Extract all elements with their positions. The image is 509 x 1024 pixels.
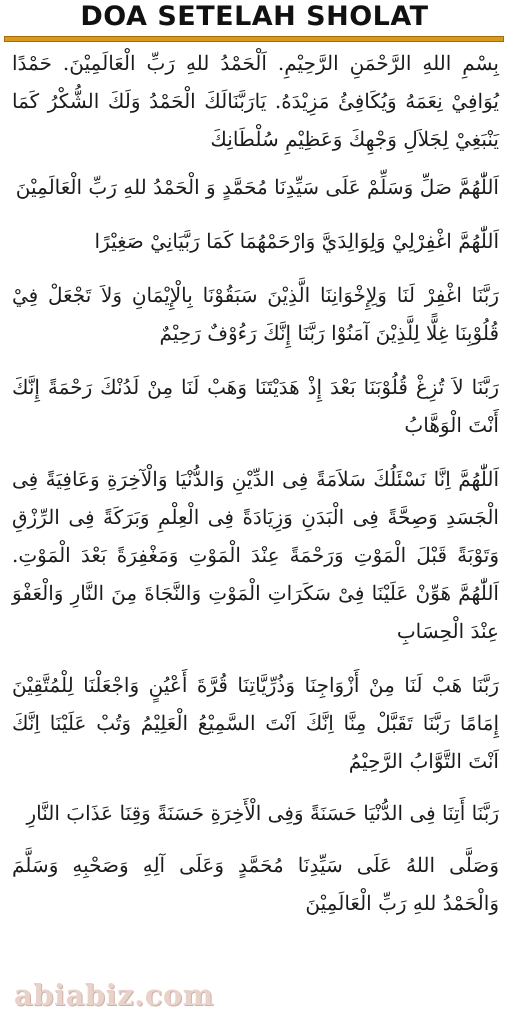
- prayer-paragraph-family: رَبَّنَا هَبْ لَنَا مِنْ أَزْوَاجِنَا وَذُرِّيَّاتِنَا قُرَّةَ أَعْيُنٍ وَاجْعَلْنَا لِلْمُتَّقِيْنَ إِمَامًا رَبَّنَا تَقَبَّلْ مِنَّا اِنَّكَ اَنْتَ السَّمِيْعُ الْعَلِيْمُ وَتُبْ عَلَيْنَا اِنَّكَ اَنْتَ التَّوَّابُ الرَّحِيْمُ: [12, 673, 499, 773]
- prayer-paragraph-salawat: اَللّٰهُمَّ صَلِّ وَسَلِّمْ عَلَى سَيِّدِنَا مُحَمَّدٍ وَ الْحَمْدُ للهِ رَبِّ الْعَالَمِيْنَ: [15, 175, 499, 199]
- prayer-paragraph-forgiveness: رَبَّنَا اغْفِرْ لَنَا وَلِإِخْوَانِنَا الَّذِيْنَ سَبَقُوْنَا بِالْإِيْمَانِ وَلاَ تَجْعَلْ فِيْ قُلُوْبِنَا غِلًّا لِلَّذِيْنَ آمَنُوْا رَبَّنَا إِنَّكَ رَءُوْفٌ رَحِيْمٌ: [12, 283, 499, 345]
- prayer-paragraph-sapu-jagat: رَبَّنَا أَتِنَا فِى الدُّنْيَا حَسَنَةً وَفِى الْأَخِرَةِ حَسَنَةً وَقِنَا عَذَابَ النَّارِ: [26, 801, 499, 825]
- site-watermark: abiabiz.com: [14, 978, 214, 1012]
- prayer-paragraph-steadfast-hearts: رَبَّنَا لاَ تُزِغْ قُلُوْبَنَا بَعْدَ إِذْ هَدَيْتَنَا وَهَبْ لَنَا مِنْ لَدُنْكَ رَحْمَةً إِنَّكَ أَنْتَ الْوَهَّابُ: [12, 375, 499, 437]
- prayer-paragraph-parents: اَللّٰهُمَّ اغْفِرْلِيْ وَلِوَالِدَيَّ وَارْحَمْهُمَا كَمَا رَبَّيَانِيْ صَغِيْرًا: [94, 229, 499, 253]
- prayer-paragraph-opening-praise: بِسْمِ اللهِ الرَّحْمَنِ الرَّحِيْمِ. اَلْحَمْدُ للهِ رَبِّ الْعَالَمِيْنَ. حَمْدًا يُوَافِيْ نِعَمَهُ وَيُكَافِئُ مَزِيْدَهُ. يَارَبَّنَالَكَ الْحَمْدُ وَلَكَ الشُّكْرُ كَمَا يَنْبَغِيْ لِجَلاَلِ وَجْهِكَ وَعَظِيْمِ سُلْطَانِكَ: [12, 51, 499, 151]
- prayer-paragraph-closing: وَصَلَّى اللهُ عَلَى سَيِّدِنَا مُحَمَّدٍ وَعَلَى آلِهِ وَصَحْبِهِ وَسَلَّمَ وَالْحَمْدُ للهِ رَبِّ الْعَالَمِيْنَ: [12, 853, 499, 915]
- title-underline-divider: [4, 36, 504, 42]
- prayer-paragraph-wellbeing: اَللّٰهُمَّ اِنَّا نَسْئَلُكَ سَلاَمَةً فِى الدِّيْنِ وَالدُّنْيَا وَالْآخِرَةِ وَعَافِيَةً فِى الْجَسَدِ وَصِحَّةً فِى الْبَدَنِ وَزِيَادَةً فِى الْعِلْمِ وَبَرَكَةً فِى الرِّزْقِ وَتَوْبَةً قَبْلَ الْمَوْتِ وَرَحْمَةً عِنْدَ الْمَوْتِ وَمَغْفِرَةً بَعْدَ الْمَوْتِ. اَللّٰهُمَّ هَوِّنْ عَلَيْنَا فِىْ سَكَرَاتِ الْمَوْتِ وَالنَّجَاةَ مِنَ النَّارِ وَالْعَفْوَ عِنْدَ الْحِسَابِ: [12, 467, 499, 643]
- page-title: DOA SETELAH SHOLAT: [80, 1, 429, 32]
- prayer-text-body: [12, 44, 499, 922]
